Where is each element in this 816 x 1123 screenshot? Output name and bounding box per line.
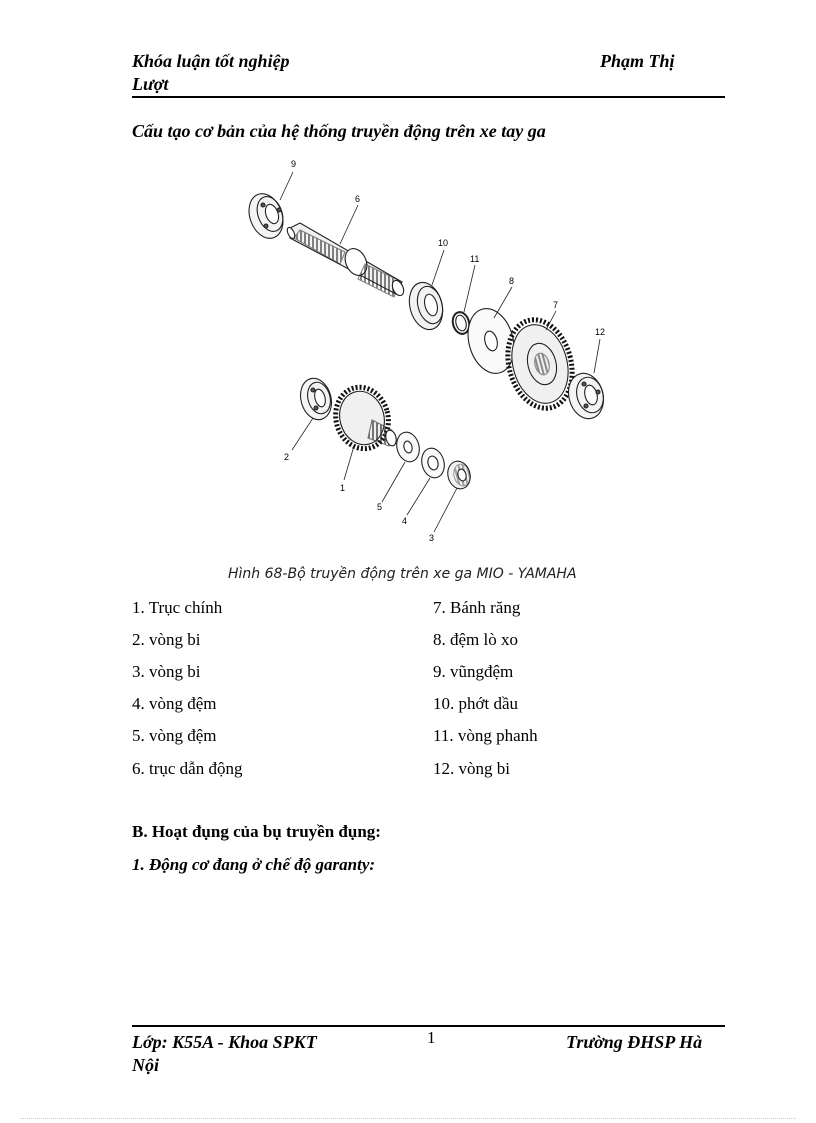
footer-left-line1: Lớp: K55A - Khoa SPKT	[132, 1032, 317, 1052]
legend-item: 10. phớt dầu	[433, 694, 519, 713]
header-rule	[132, 96, 725, 98]
part-label-10: 10	[438, 238, 449, 248]
header-left-line1: Khóa luận tốt nghiệp	[132, 51, 290, 71]
page-number: 1	[427, 1028, 436, 1047]
washer-5	[393, 430, 422, 465]
section-b-heading: B. Hoạt đụng của bụ truyền đụng:	[132, 822, 381, 841]
washer-4	[418, 446, 447, 481]
legend-item: 7. Bánh răng	[433, 598, 521, 617]
header-left-line2: Lượt	[132, 74, 169, 94]
subsection-1-heading: 1. Động cơ đang ở chế độ garanty:	[132, 855, 376, 874]
page-bottom-dotted-line	[20, 1118, 796, 1119]
bearing-9	[243, 189, 289, 243]
header-right: Phạm Thị	[600, 51, 675, 71]
legend-item: 8. đệm lò xo	[433, 630, 518, 649]
header-left	[132, 50, 290, 96]
footer-rule	[132, 1025, 725, 1027]
section-title: Cấu tạo cơ bản của hệ thống truyền động trên xe tay ga	[132, 121, 546, 141]
part-label-2: 2	[284, 452, 290, 462]
part-label-7: 7	[553, 300, 559, 310]
legend-item: 1. Trục chính	[132, 598, 223, 617]
figure-caption: Hình 68-Bộ truyền động trên xe ga MIO - YAMAHA	[228, 566, 577, 582]
footer-right: Trường ĐHSP Hà	[566, 1032, 703, 1052]
part-label-8: 8	[509, 276, 515, 286]
shaft-6	[286, 223, 406, 297]
part-label-9: 9	[291, 159, 297, 169]
legend-item: 12. vòng bi	[433, 759, 510, 778]
transmission-diagram	[230, 150, 630, 550]
part-label-3: 3	[429, 533, 435, 543]
footer-left	[132, 1031, 317, 1077]
legend-item: 11. vòng phanh	[433, 726, 538, 745]
part-label-12: 12	[595, 327, 606, 337]
main-shaft-1	[329, 381, 398, 454]
legend-item: 2. vòng bi	[132, 630, 201, 649]
footer-left-line2: Nội	[132, 1055, 159, 1075]
part-label-4: 4	[402, 516, 408, 526]
part-label-5: 5	[377, 502, 383, 512]
legend-item: 3. vòng bi	[132, 662, 201, 681]
legend-item: 4. vòng đệm	[132, 694, 217, 713]
part-label-6: 6	[355, 194, 361, 204]
legend-item: 5. vòng đệm	[132, 726, 217, 745]
bearing-3	[445, 459, 473, 492]
legend-item: 9. vũngđệm	[433, 662, 514, 681]
part-label-11: 11	[470, 254, 480, 264]
part-label-1: 1	[340, 483, 346, 493]
legend-item: 6. trục dẫn động	[132, 759, 243, 778]
bearing-2	[296, 375, 336, 423]
oil-seal-10	[404, 279, 447, 334]
